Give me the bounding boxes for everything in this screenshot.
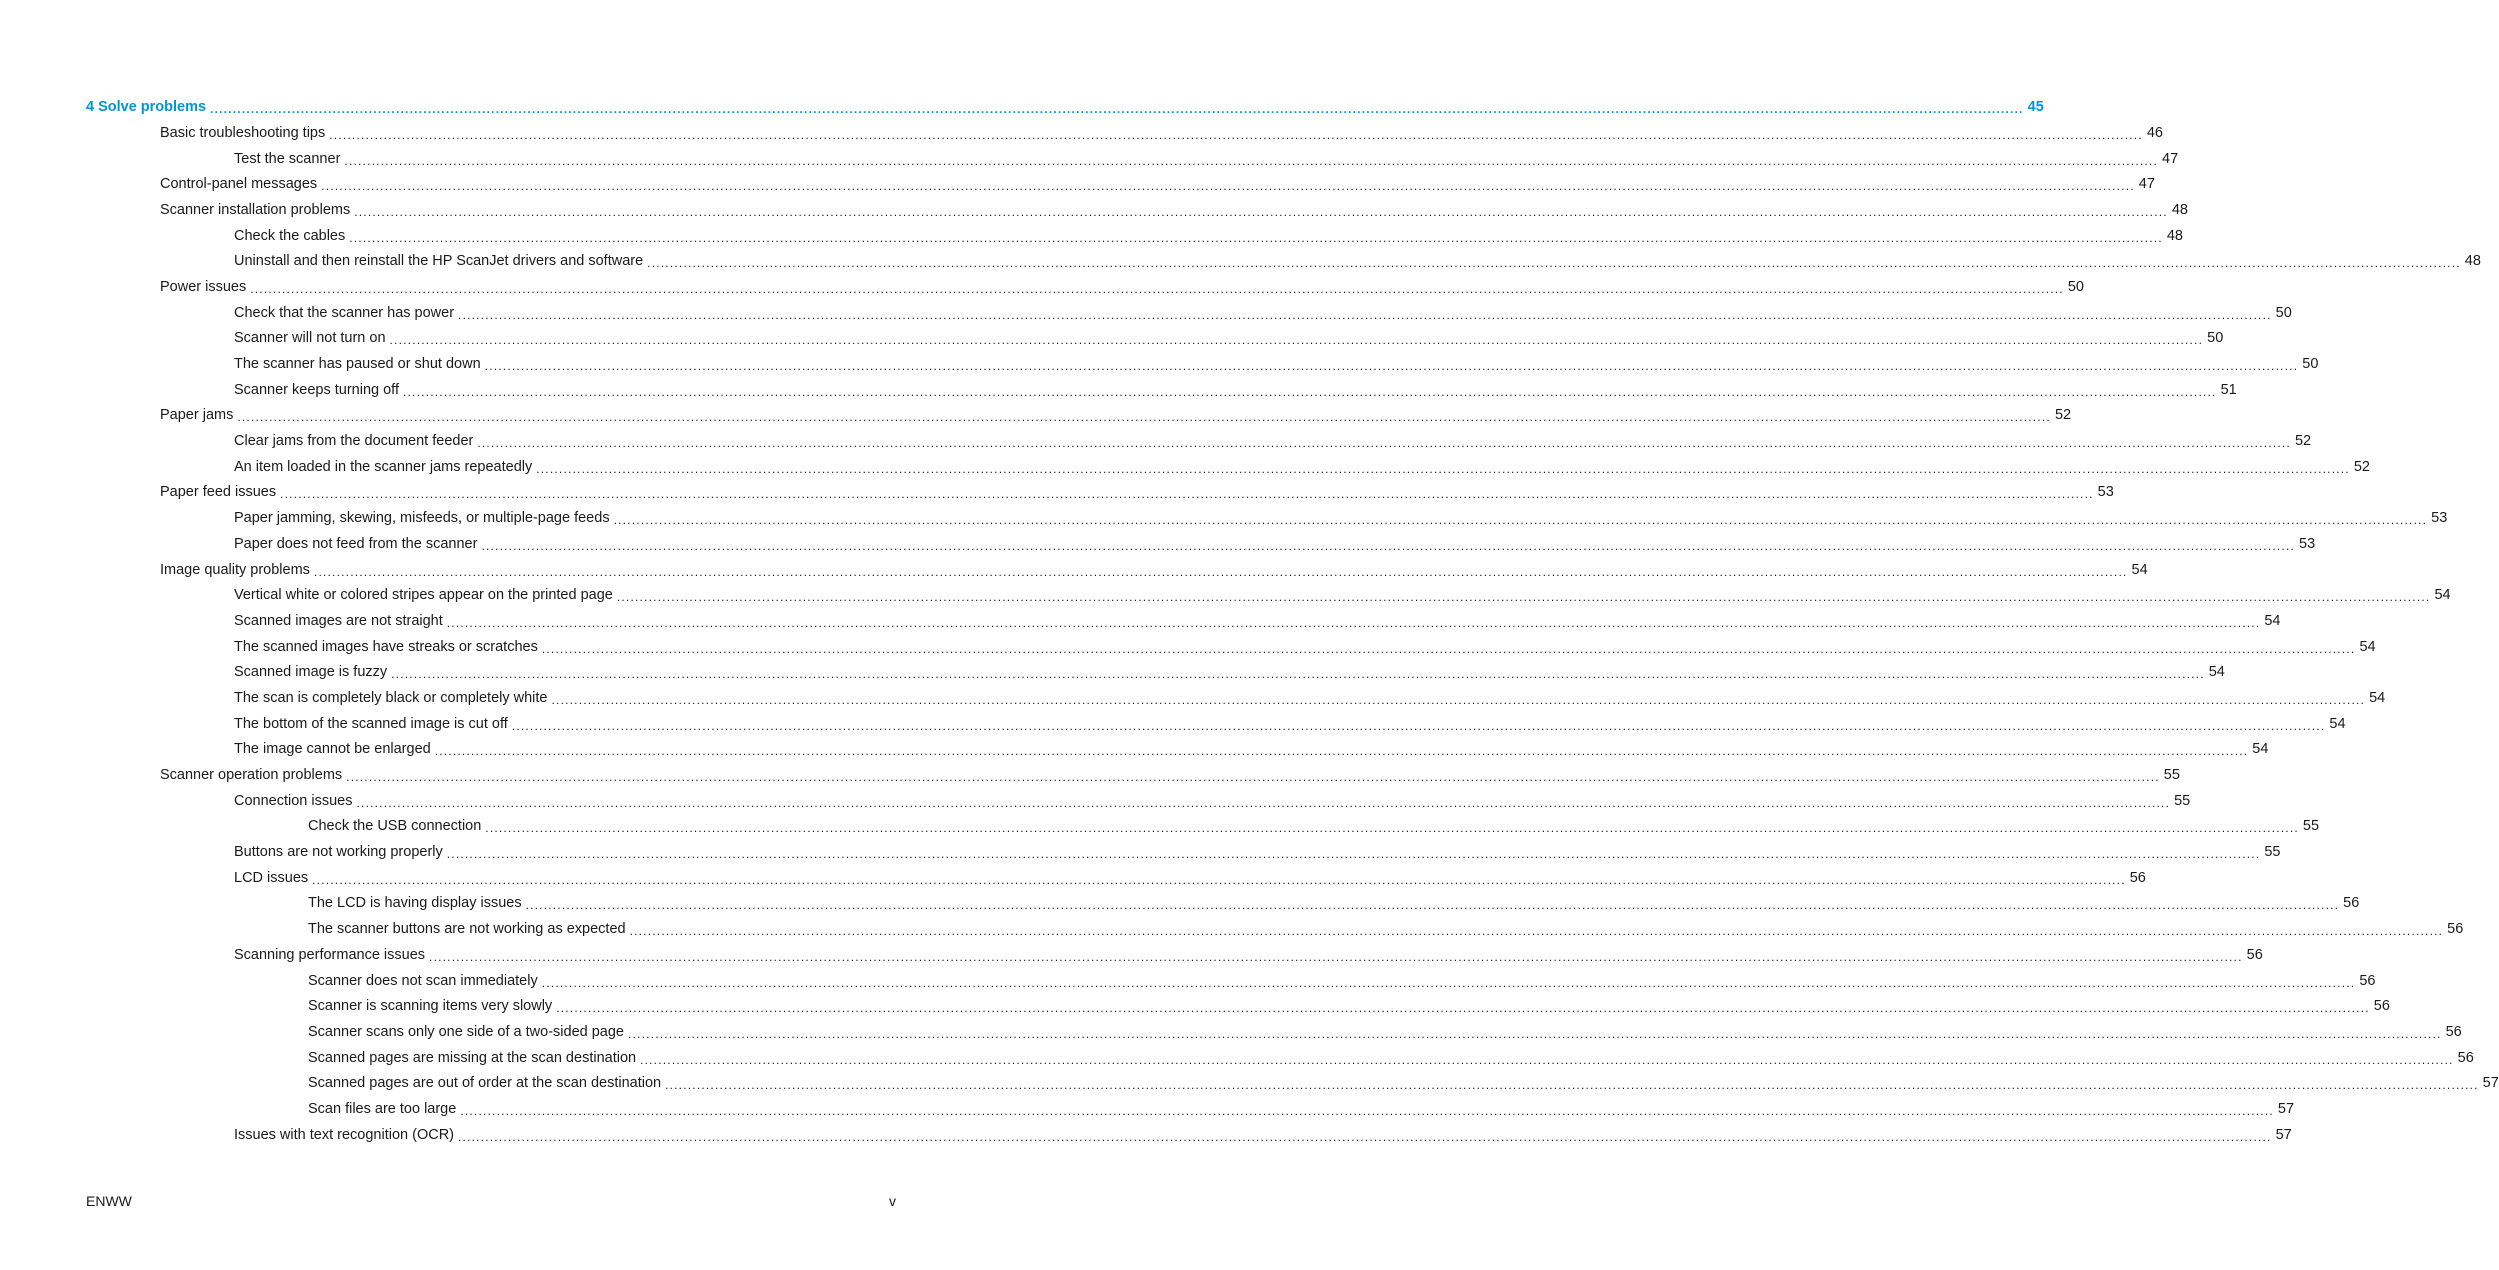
toc-entry-title[interactable]: Image quality problems xyxy=(160,561,310,578)
toc-entry-page[interactable]: 56 xyxy=(2373,998,2390,1015)
toc-dot-leader: ................................................................................................................................................................................................................................................................................................................................................................................................................ xyxy=(346,770,2160,785)
toc-entry-page[interactable]: 47 xyxy=(2138,176,2155,193)
toc-dot-leader: ................................................................................................................................................................................................................................................................................................................................................................................................................ xyxy=(312,872,2126,887)
toc-entry-title[interactable]: Clear jams from the document feeder xyxy=(234,433,474,450)
toc-entry-title[interactable]: Paper jams xyxy=(160,407,234,424)
toc-entry[interactable] xyxy=(0,942,2263,968)
toc-entry-page[interactable]: 55 xyxy=(2163,767,2180,784)
toc-dot-leader: ................................................................................................................................................................................................................................................................................................................................................................................................................ xyxy=(511,718,2326,733)
toc-dot-leader: ................................................................................................................................................................................................................................................................................................................................................................................................................ xyxy=(389,333,2204,348)
toc-dot-leader: ................................................................................................................................................................................................................................................................................................................................................................................................................ xyxy=(629,924,2444,939)
toc-entry-title[interactable]: Paper jamming, skewing, misfeeds, or multiple-page feeds xyxy=(234,510,610,527)
toc-entry-title[interactable]: An item loaded in the scanner jams repeatedly xyxy=(234,458,533,475)
toc-entry-page[interactable]: 46 xyxy=(2146,124,2163,141)
toc-entry-page[interactable]: 50 xyxy=(2067,278,2084,295)
toc-entry-page[interactable]: 50 xyxy=(2275,304,2292,321)
toc-entry-page[interactable]: 56 xyxy=(2129,869,2146,886)
toc-entry-title[interactable]: Uninstall and then reinstall the HP ScanJet drivers and software xyxy=(234,253,644,270)
toc-entry-title[interactable]: LCD issues xyxy=(234,869,309,886)
toc-dot-leader: ................................................................................................................................................................................................................................................................................................................................................................................................................ xyxy=(329,127,2143,142)
toc-dot-leader: ................................................................................................................................................................................................................................................................................................................................................................................................................ xyxy=(485,821,2299,836)
toc-entry-page[interactable]: 54 xyxy=(2434,587,2451,604)
toc-entry-page[interactable]: 55 xyxy=(2174,792,2191,809)
toc-entry-page[interactable]: 52 xyxy=(2353,458,2370,475)
toc-entry[interactable] xyxy=(0,1045,2474,1071)
toc-entry-page[interactable]: 56 xyxy=(2343,895,2360,912)
toc-dot-leader: ................................................................................................................................................................................................................................................................................................................................................................................................................ xyxy=(556,1001,2370,1016)
toc-entry-page[interactable]: 54 xyxy=(2329,715,2346,732)
toc-entry-page[interactable]: 56 xyxy=(2246,946,2263,963)
toc-dot-leader: ................................................................................................................................................................................................................................................................................................................................................................................................................ xyxy=(627,1026,2442,1041)
footer-doc-code: ENWW xyxy=(86,1193,132,1209)
toc-entry[interactable] xyxy=(0,865,2146,891)
toc-entry-page[interactable]: 54 xyxy=(2359,638,2376,655)
toc-dot-leader: ................................................................................................................................................................................................................................................................................................................................................................................................................ xyxy=(356,795,2171,810)
toc-entry[interactable] xyxy=(0,326,2224,352)
toc-entry[interactable] xyxy=(0,762,2180,788)
toc-entry-title[interactable]: Paper does not feed from the scanner xyxy=(234,535,478,552)
toc-entry-title[interactable]: Paper feed issues xyxy=(160,484,277,501)
toc-entry-title[interactable]: Scanning performance issues xyxy=(234,946,426,963)
toc-entry[interactable] xyxy=(0,891,2360,917)
toc-entry-page[interactable]: 56 xyxy=(2447,921,2464,938)
toc-dot-leader: ................................................................................................................................................................................................................................................................................................................................................................................................................ xyxy=(541,975,2356,990)
toc-entry-title[interactable]: Check the cables xyxy=(234,227,346,244)
toc-entry[interactable] xyxy=(0,582,2451,608)
toc-dot-leader: ................................................................................................................................................................................................................................................................................................................................................................................................................ xyxy=(536,461,2350,476)
toc-dot-leader: ................................................................................................................................................................................................................................................................................................................................................................................................................ xyxy=(237,410,2051,425)
toc-entry-title[interactable]: Scanned pages are missing at the scan destination xyxy=(308,1049,637,1066)
toc-entry[interactable] xyxy=(0,1019,2462,1045)
toc-entry[interactable] xyxy=(0,968,2376,994)
toc-dot-leader: ................................................................................................................................................................................................................................................................................................................................................................................................................ xyxy=(477,436,2291,451)
toc-entry[interactable] xyxy=(0,839,2281,865)
toc-entry-page[interactable]: 56 xyxy=(2359,972,2376,989)
toc-dot-leader: ................................................................................................................................................................................................................................................................................................................................................................................................................ xyxy=(551,692,2366,707)
toc-entry-title[interactable]: The bottom of the scanned image is cut off xyxy=(234,715,508,732)
toc-dot-leader: ................................................................................................................................................................................................................................................................................................................................................................................................................ xyxy=(313,564,2128,579)
toc-entry[interactable] xyxy=(0,300,2292,326)
toc-entry-page[interactable]: 52 xyxy=(2054,407,2072,424)
toc-entry[interactable] xyxy=(0,248,2481,274)
toc-dot-leader: ................................................................................................................................................................................................................................................................................................................................................................................................................ xyxy=(481,538,2296,553)
toc-entry-title[interactable]: Buttons are not working properly xyxy=(234,844,443,861)
toc-entry-page[interactable]: 50 xyxy=(2302,356,2319,373)
toc-dot-leader: ................................................................................................................................................................................................................................................................................................................................................................................................................ xyxy=(434,744,2249,759)
toc-dot-leader: ................................................................................................................................................................................................................................................................................................................................................................................................................ xyxy=(640,1052,2454,1067)
toc-entry-page[interactable]: 53 xyxy=(2431,510,2448,527)
toc-entry[interactable] xyxy=(0,557,2148,583)
toc-entry-page[interactable]: 56 xyxy=(2445,1023,2462,1040)
toc-dot-leader: ................................................................................................................................................................................................................................................................................................................................................................................................................ xyxy=(321,179,2135,194)
toc-entry[interactable] xyxy=(0,608,2281,634)
toc-entry-page[interactable]: 54 xyxy=(2252,741,2269,758)
toc-dot-leader: ................................................................................................................................................................................................................................................................................................................................................................................................................ xyxy=(616,590,2431,605)
toc-dot-leader: ................................................................................................................................................................................................................................................................................................................................................................................................................ xyxy=(280,487,2094,502)
toc-entry-page[interactable]: 54 xyxy=(2264,612,2281,629)
toc-dot-leader: ................................................................................................................................................................................................................................................................................................................................................................................................................ xyxy=(446,615,2261,630)
toc-entry-page[interactable]: 48 xyxy=(2464,253,2481,270)
toc-dot-leader: ................................................................................................................................................................................................................................................................................................................................................................................................................ xyxy=(458,307,2272,322)
toc-entry[interactable] xyxy=(0,659,2225,685)
toc-entry-title[interactable]: Check the USB connection xyxy=(308,818,482,835)
footer-page-number: v xyxy=(889,1193,896,1209)
toc-entry[interactable] xyxy=(0,351,2319,377)
toc-entry-page[interactable]: 55 xyxy=(2264,844,2281,861)
toc-entry-page[interactable]: 52 xyxy=(2294,433,2312,450)
toc-entry-page[interactable]: 47 xyxy=(2162,150,2179,167)
toc-entry-title[interactable]: Scanner scans only one side of a two-sided page xyxy=(308,1023,624,1040)
toc-entry-title[interactable]: Scan files are too large xyxy=(308,1100,457,1117)
toc-entry[interactable] xyxy=(0,146,2179,172)
toc-entry-title[interactable]: Vertical white or colored stripes appear on the printed page xyxy=(234,587,613,604)
toc-entry-title[interactable]: Power issues xyxy=(160,278,247,295)
toc-entry-title[interactable]: The image cannot be enlarged xyxy=(234,741,431,758)
toc-entry-page[interactable]: 54 xyxy=(2208,664,2225,681)
toc-dot-leader: ................................................................................................................................................................................................................................................................................................................................................................................................................ xyxy=(665,1078,2479,1093)
toc-entry[interactable] xyxy=(0,223,2183,249)
toc-entry[interactable] xyxy=(0,403,2072,429)
toc-entry-title[interactable]: Check that the scanner has power xyxy=(234,304,455,321)
toc-dot-leader: ................................................................................................................................................................................................................................................................................................................................................................................................................ xyxy=(458,1129,2272,1144)
toc-entry-title[interactable]: The scanner has paused or shut down xyxy=(234,356,481,373)
toc-entry[interactable] xyxy=(0,428,2312,454)
toc-dot-leader: ................................................................................................................................................................................................................................................................................................................................................................................................................ xyxy=(613,513,2428,528)
toc-entry[interactable] xyxy=(0,531,2316,557)
toc-entry-title[interactable]: Scanned image is fuzzy xyxy=(234,664,388,681)
toc-dot-leader: ................................................................................................................................................................................................................................................................................................................................................................................................................ xyxy=(647,256,2461,271)
toc-entry-page[interactable]: 50 xyxy=(2207,330,2224,347)
toc-dot-leader: ................................................................................................................................................................................................................................................................................................................................................................................................................ xyxy=(250,281,2064,296)
toc-entry-title[interactable]: Basic troubleshooting tips xyxy=(160,124,326,141)
toc-entry-page[interactable]: 57 xyxy=(2275,1126,2292,1143)
toc-entry[interactable] xyxy=(0,274,2084,300)
toc-entry-page[interactable]: 57 xyxy=(2482,1075,2499,1092)
toc-entry-title[interactable]: Scanner will not turn on xyxy=(234,330,386,347)
toc-entry-page[interactable]: 53 xyxy=(2299,535,2316,552)
toc-entry-page[interactable]: 54 xyxy=(2369,689,2386,706)
toc-entry[interactable] xyxy=(0,737,2269,763)
toc-entry[interactable] xyxy=(0,120,2163,146)
toc-dot-leader: ................................................................................................................................................................................................................................................................................................................................................................................................................ xyxy=(460,1103,2274,1118)
toc-entry-page[interactable]: 57 xyxy=(2277,1100,2295,1117)
toc-entry[interactable] xyxy=(0,377,2237,403)
toc-entry-title[interactable]: Test the scanner xyxy=(234,150,341,167)
toc-entry[interactable] xyxy=(0,814,2320,840)
toc-entry-page[interactable]: 56 xyxy=(2457,1049,2474,1066)
toc-entry[interactable] xyxy=(0,916,2464,942)
toc-entry[interactable] xyxy=(0,711,2346,737)
toc-chapter-entry[interactable] xyxy=(0,93,2044,120)
toc-dot-leader: ................................................................................................................................................................................................................................................................................................................................................................................................................ xyxy=(429,949,2243,964)
toc-dot-leader: ................................................................................................................................................................................................................................................................................................................................................................................................................ xyxy=(344,153,2158,168)
toc-entry[interactable] xyxy=(0,505,2448,531)
toc-entry-title[interactable]: Issues with text recognition (OCR) xyxy=(234,1126,454,1143)
toc-entry-page[interactable]: 48 xyxy=(2171,201,2188,218)
toc-entry-page[interactable]: 54 xyxy=(2131,561,2148,578)
toc-entry[interactable] xyxy=(0,1122,2292,1148)
toc-dot-leader: ................................................................................................................................................................................................................................................................................................................................................................................................................ xyxy=(541,641,2356,656)
toc-entry-page[interactable]: 55 xyxy=(2302,818,2320,835)
toc-dot-leader: ................................................................................................................................................................................................................................................................................................................................................................................................................ xyxy=(446,847,2261,862)
toc-entry-title[interactable]: Control-panel messages xyxy=(160,176,318,193)
toc-entry-title[interactable]: Scanner operation problems xyxy=(160,767,343,784)
toc-entry-title[interactable]: The scan is completely black or completely white xyxy=(234,689,548,706)
toc-entry-title[interactable]: 4 Solve problems xyxy=(86,98,207,115)
toc-entry-title[interactable]: Scanner does not scan immediately xyxy=(308,972,538,989)
toc-entry[interactable] xyxy=(0,993,2390,1019)
toc-entry-page[interactable]: 53 xyxy=(2097,484,2114,501)
toc-entry[interactable] xyxy=(0,480,2114,506)
toc-entry-title[interactable]: Scanned images are not straight xyxy=(234,612,443,629)
toc-entry[interactable] xyxy=(0,685,2386,711)
toc-entry-title[interactable]: Scanner installation problems xyxy=(160,201,351,218)
toc-dot-leader: ................................................................................................................................................................................................................................................................................................................................................................................................................ xyxy=(402,384,2217,399)
toc-entry-title[interactable]: Scanner keeps turning off xyxy=(234,381,399,398)
toc-entry-title[interactable]: The scanner buttons are not working as expected xyxy=(308,921,626,938)
toc-entry-page[interactable]: 45 xyxy=(2027,98,2044,115)
toc-entry-title[interactable]: Scanned pages are out of order at the scan destination xyxy=(308,1075,662,1092)
toc-entry-title[interactable]: The scanned images have streaks or scratches xyxy=(234,638,538,655)
toc-entry-title[interactable]: The LCD is having display issues xyxy=(308,895,522,912)
toc-entry-page[interactable]: 48 xyxy=(2166,227,2183,244)
toc-entry[interactable] xyxy=(0,1070,2499,1096)
toc-entry-title[interactable]: Scanner is scanning items very slowly xyxy=(308,998,553,1015)
toc-entry[interactable] xyxy=(0,1096,2295,1122)
toc-entry[interactable] xyxy=(0,454,2370,480)
toc-dot-leader: ................................................................................................................................................................................................................................................................................................................................................................................................................ xyxy=(210,101,2024,116)
toc-entry[interactable] xyxy=(0,634,2376,660)
toc-entry[interactable] xyxy=(0,171,2155,197)
toc-entry[interactable] xyxy=(0,197,2188,223)
toc-entry-page[interactable]: 51 xyxy=(2220,381,2237,398)
table-of-contents xyxy=(0,93,2499,1148)
toc-dot-leader: ................................................................................................................................................................................................................................................................................................................................................................................................................ xyxy=(354,204,2168,219)
toc-entry[interactable] xyxy=(0,788,2191,814)
toc-dot-leader: ................................................................................................................................................................................................................................................................................................................................................................................................................ xyxy=(349,230,2163,245)
toc-dot-leader: ................................................................................................................................................................................................................................................................................................................................................................................................................ xyxy=(484,359,2299,374)
toc-dot-leader: ................................................................................................................................................................................................................................................................................................................................................................................................................ xyxy=(525,898,2340,913)
toc-dot-leader: ................................................................................................................................................................................................................................................................................................................................................................................................................ xyxy=(391,667,2205,682)
toc-entry-title[interactable]: Connection issues xyxy=(234,792,353,809)
